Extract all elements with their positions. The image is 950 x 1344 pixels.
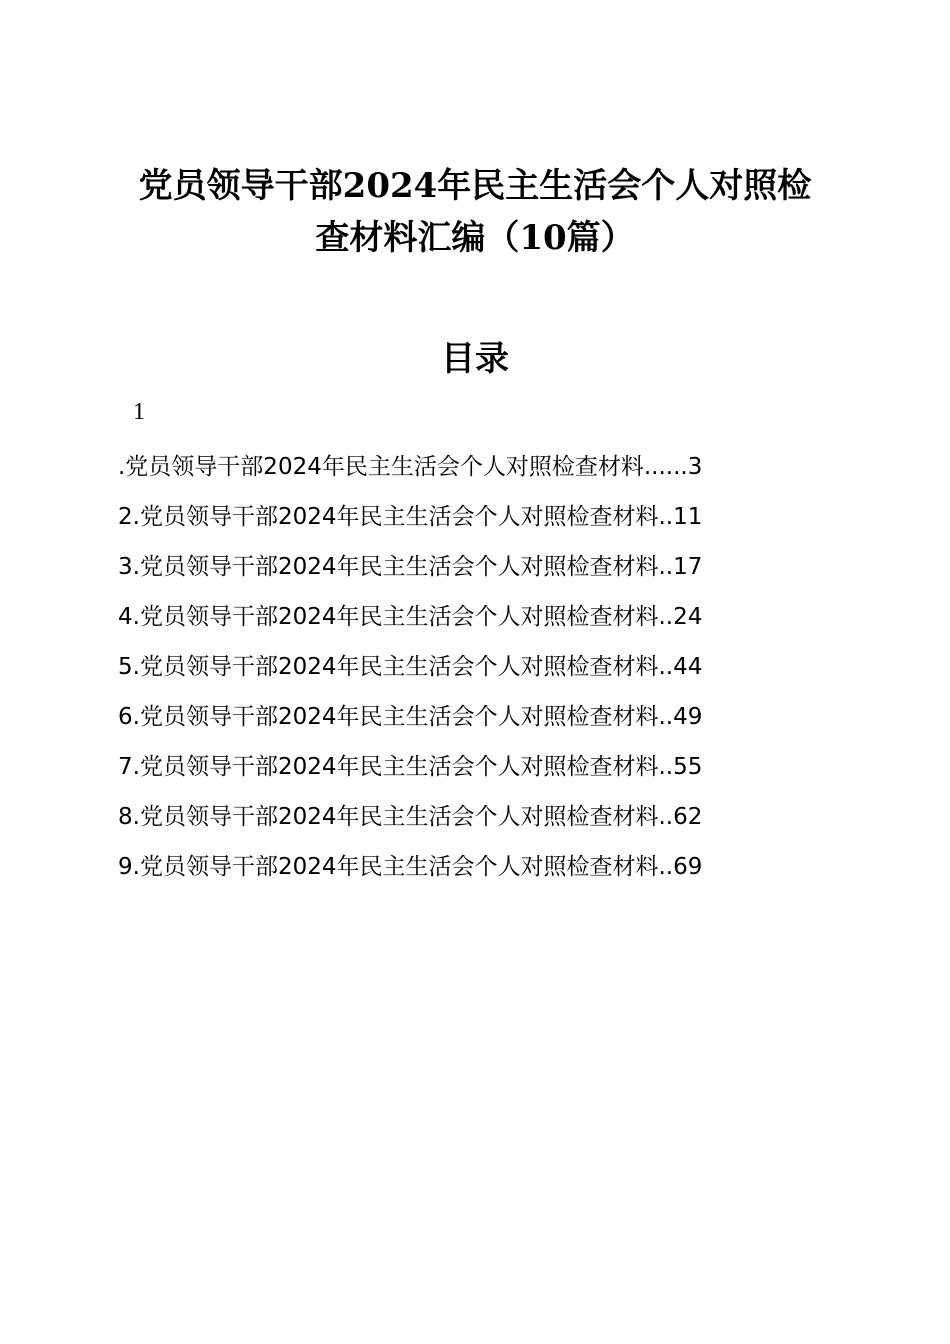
toc-entry-leader: .. bbox=[658, 804, 674, 830]
toc-entry-5[interactable] bbox=[118, 642, 818, 692]
toc-entry-leader: .. bbox=[658, 854, 674, 880]
toc-entry-7[interactable] bbox=[118, 742, 818, 792]
document-title-line-1: 党员领导干部2024年民主生活会个人对照检 bbox=[138, 166, 812, 206]
toc-entry-page: 62 bbox=[673, 804, 703, 830]
toc-entry-page: 3 bbox=[687, 454, 703, 480]
toc-entry-prefix: 3. bbox=[118, 554, 140, 580]
toc-entry-page: 17 bbox=[673, 554, 703, 580]
toc-entry-text: 党员领导干部2024年民主生活会个人对照检查材料 bbox=[139, 654, 659, 680]
table-of-contents bbox=[118, 442, 818, 892]
toc-entry-text: 党员领导干部2024年民主生活会个人对照检查材料 bbox=[139, 804, 659, 830]
document-title bbox=[0, 160, 950, 264]
toc-entry-prefix: 6. bbox=[118, 704, 140, 730]
toc-entry-page: 11 bbox=[673, 504, 703, 530]
toc-entry-page: 69 bbox=[673, 854, 703, 880]
toc-entry-text: 党员领导干部2024年民主生活会个人对照检查材料 bbox=[139, 854, 659, 880]
toc-entry-leader: .. bbox=[658, 654, 674, 680]
toc-entry-leader: ...... bbox=[643, 454, 688, 480]
toc-entry-leader: .. bbox=[658, 504, 674, 530]
toc-entry-leader: .. bbox=[658, 554, 674, 580]
toc-entry-1[interactable] bbox=[118, 442, 818, 492]
toc-entry-2[interactable] bbox=[118, 492, 818, 542]
toc-entry-prefix: 8. bbox=[118, 804, 140, 830]
toc-entry-prefix: 2. bbox=[118, 504, 140, 530]
toc-entry-page: 24 bbox=[673, 604, 703, 630]
toc-entry-leader: .. bbox=[658, 704, 674, 730]
toc-entry-prefix: 7. bbox=[118, 754, 140, 780]
toc-entry-prefix: 9. bbox=[118, 854, 140, 880]
toc-entry-prefix: 5. bbox=[118, 654, 140, 680]
toc-entry-text: 党员领导干部2024年民主生活会个人对照检查材料 bbox=[139, 504, 659, 530]
toc-entry-9[interactable] bbox=[118, 842, 818, 892]
toc-entry-page: 55 bbox=[673, 754, 703, 780]
toc-entry-leader: .. bbox=[658, 604, 674, 630]
toc-entry-text: 党员领导干部2024年民主生活会个人对照检查材料 bbox=[139, 704, 659, 730]
toc-entry-3[interactable] bbox=[118, 542, 818, 592]
toc-heading: 目录 bbox=[441, 339, 509, 379]
toc-entry-prefix: 4. bbox=[118, 604, 140, 630]
document-title-line-2: 查材料汇编（10篇） bbox=[315, 218, 635, 258]
toc-entry-text: .党员领导干部2024年民主生活会个人对照检查材料 bbox=[118, 454, 644, 480]
toc-entry-page: 49 bbox=[673, 704, 703, 730]
toc-entry-8[interactable] bbox=[118, 792, 818, 842]
toc-entry-text: 党员领导干部2024年民主生活会个人对照检查材料 bbox=[139, 604, 659, 630]
toc-entry-text: 党员领导干部2024年民主生活会个人对照检查材料 bbox=[139, 554, 659, 580]
toc-orphan-number: 1 bbox=[133, 399, 145, 425]
toc-entry-page: 44 bbox=[673, 654, 703, 680]
toc-entry-4[interactable] bbox=[118, 592, 818, 642]
toc-entry-text: 党员领导干部2024年民主生活会个人对照检查材料 bbox=[139, 754, 659, 780]
toc-entry-leader: .. bbox=[658, 754, 674, 780]
toc-entry-6[interactable] bbox=[118, 692, 818, 742]
